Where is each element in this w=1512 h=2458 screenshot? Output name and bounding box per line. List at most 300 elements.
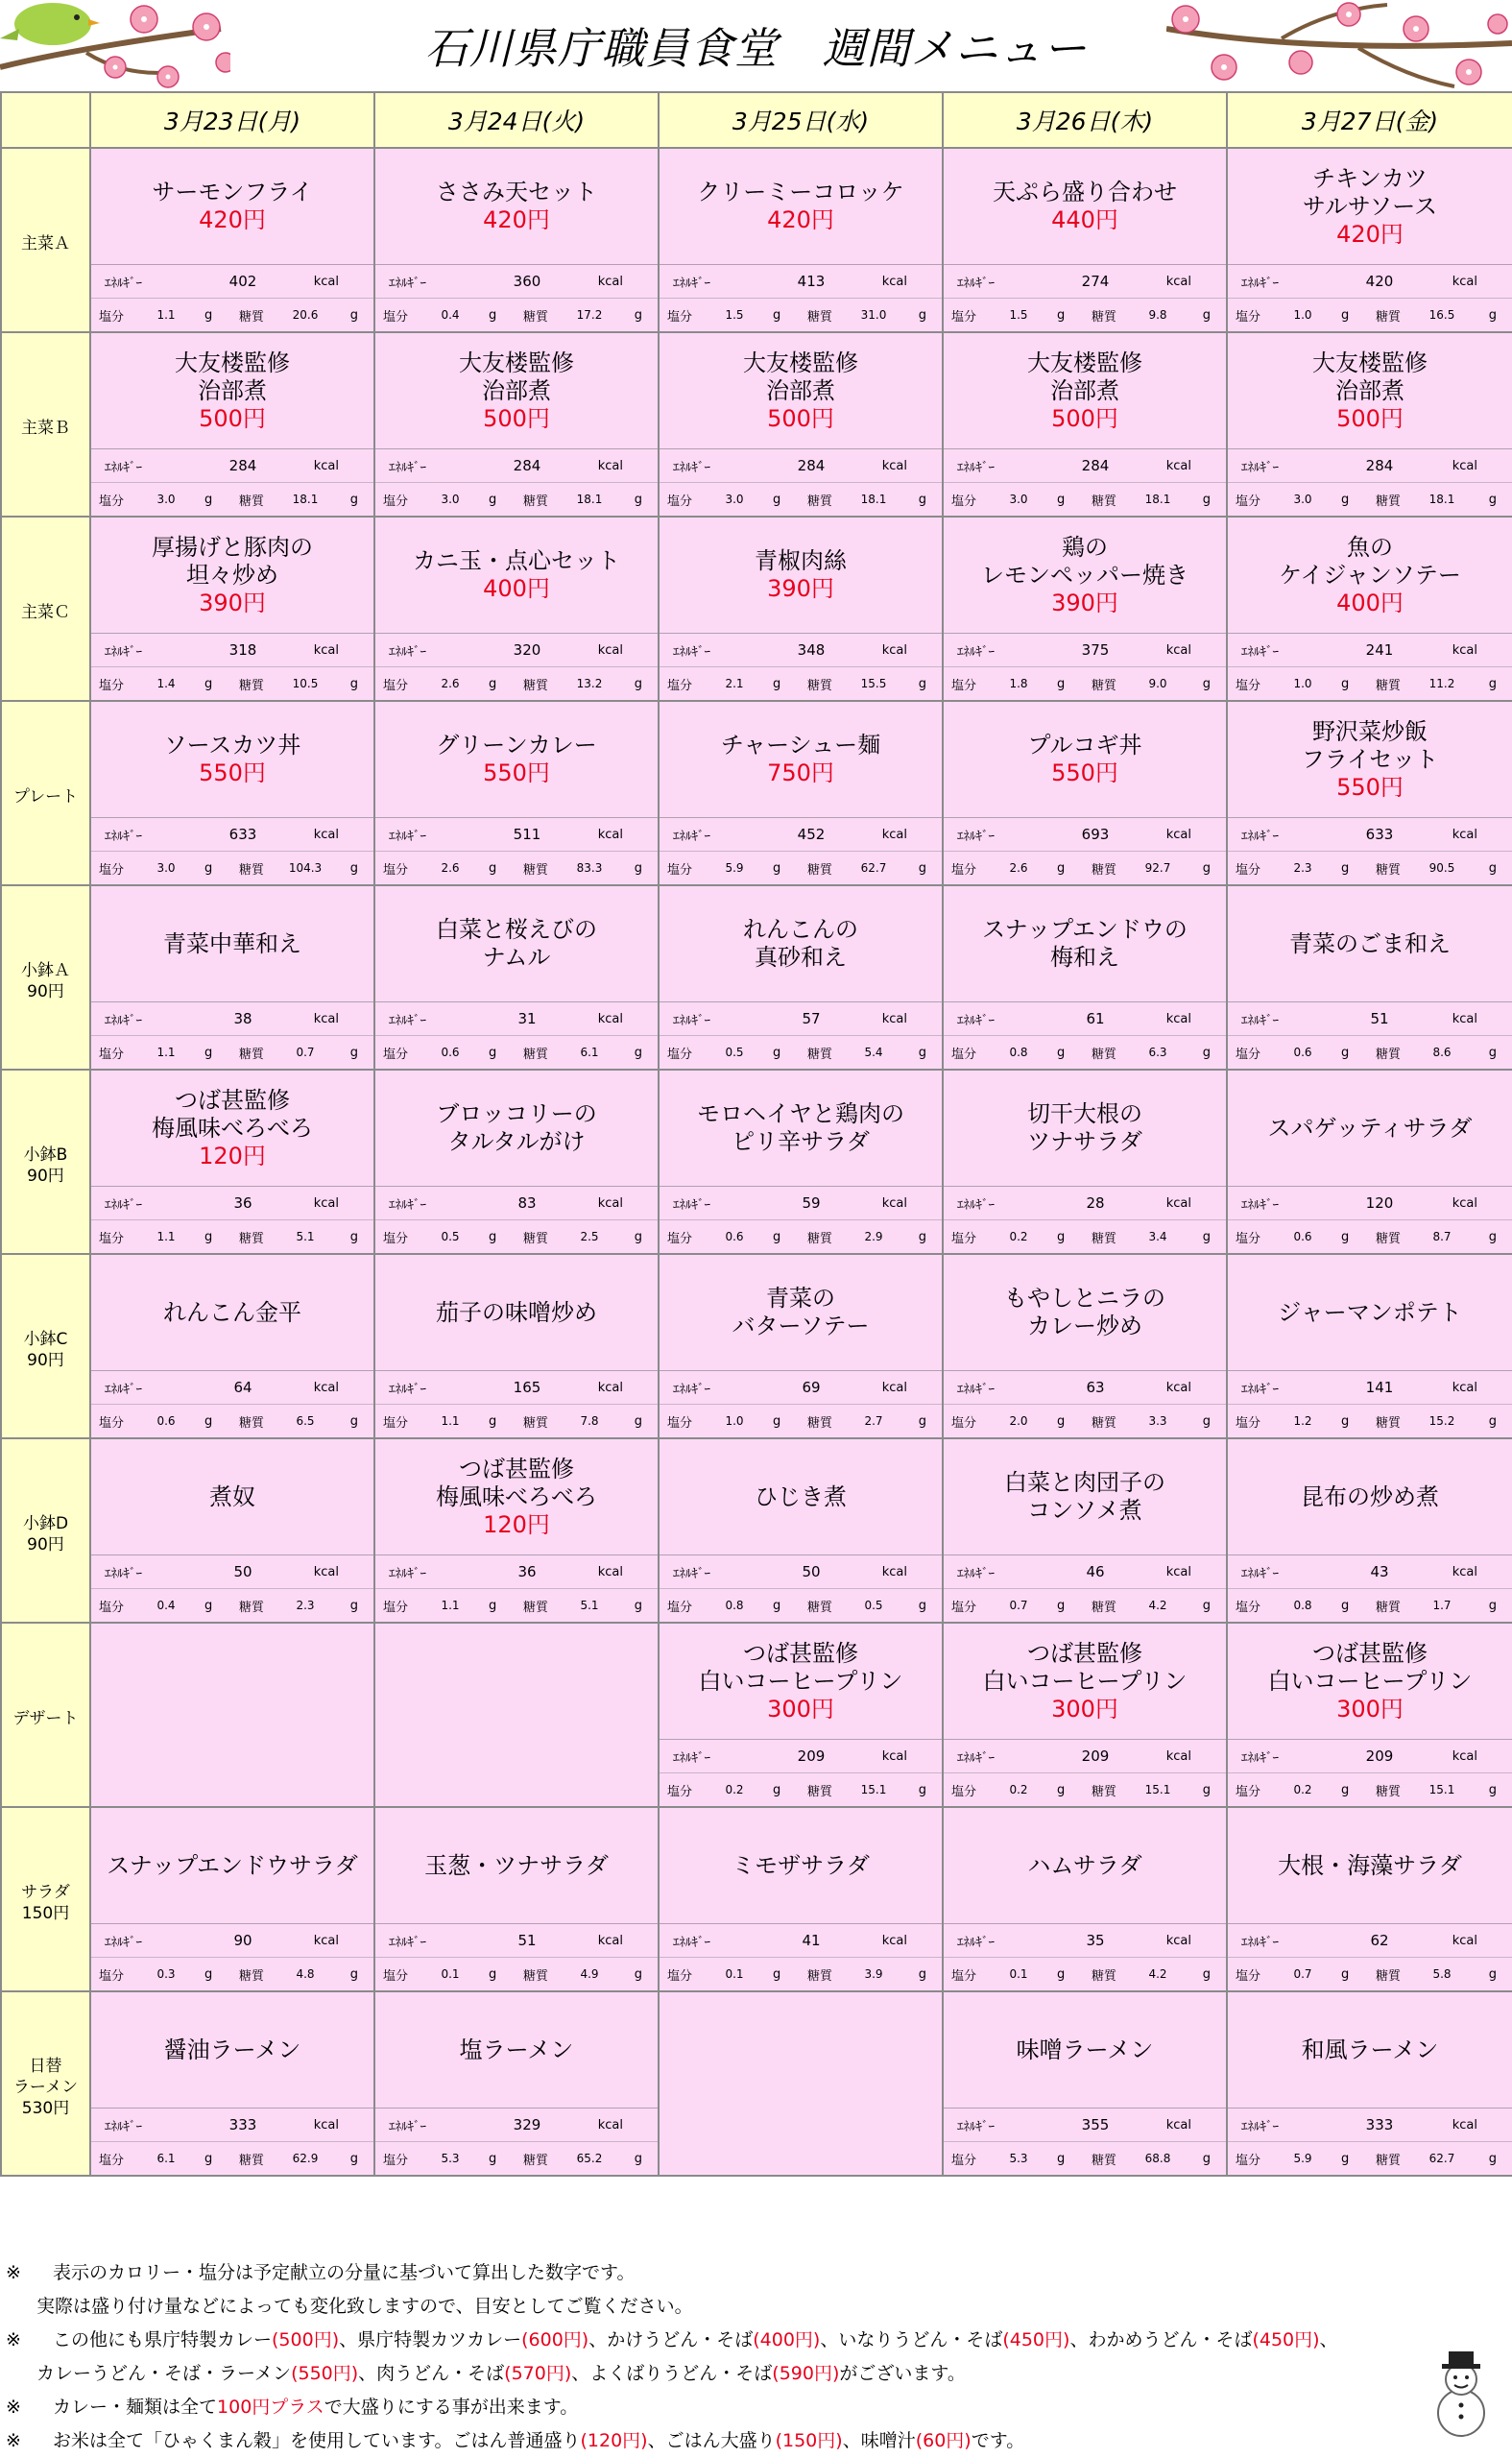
energy-row — [375, 634, 658, 667]
note-text: 実際は盛り付け量などによっても変化致しますので、目安としてご覧ください。 — [36, 2296, 693, 2317]
cell-content — [944, 1439, 1226, 1622]
carb-label: 糖質 — [1092, 309, 1117, 325]
carb-label: 糖質 — [239, 1231, 265, 1246]
energy-row — [91, 2109, 373, 2142]
cell-content — [1228, 1255, 1512, 1437]
salt-unit: g — [1057, 1782, 1066, 1797]
energy-value: 333 — [228, 2116, 257, 2133]
energy-label: ｴﾈﾙｷﾞｰ — [1241, 1566, 1279, 1581]
row-label-line: プレート — [12, 787, 79, 807]
menu-cell — [1227, 1254, 1512, 1438]
dish-name: ブロッコリーの タルタルがけ — [436, 1100, 597, 1155]
carb-value: 15.5 — [860, 677, 887, 690]
salt-carb-row — [944, 1036, 1226, 1069]
carb-value: 10.5 — [292, 677, 319, 690]
menu-body — [1, 148, 1512, 2176]
energy-value: 41 — [802, 1932, 821, 1949]
carb-value: 5.8 — [1432, 1967, 1452, 1981]
row-label-line: 小鉢C — [23, 1330, 68, 1349]
carb-label: 糖質 — [1376, 862, 1402, 878]
salt-unit: g — [1057, 676, 1066, 691]
salt-carb-row — [91, 1036, 373, 1069]
energy-unit: kcal — [1452, 1195, 1477, 1211]
carb-value: 92.7 — [1144, 861, 1171, 875]
carb-unit: g — [1488, 307, 1497, 323]
energy-unit: kcal — [313, 1380, 339, 1395]
salt-carb-row — [944, 483, 1226, 516]
note-line — [0, 2290, 1512, 2324]
snowman-icon — [1428, 2348, 1495, 2439]
salt-unit: g — [204, 1045, 213, 1060]
energy-label: ｴﾈﾙｷﾞｰ — [957, 460, 995, 475]
cell-content — [1228, 333, 1512, 516]
salt-unit: g — [773, 1598, 781, 1613]
cell-content — [1228, 1808, 1512, 1990]
carb-value: 2.5 — [580, 1230, 599, 1243]
energy-value: 165 — [513, 1379, 541, 1396]
energy-value: 59 — [802, 1194, 821, 1212]
energy-row — [1228, 2109, 1512, 2142]
salt-carb-row — [1228, 483, 1512, 516]
row-label-text — [2, 1321, 89, 1371]
energy-value: 360 — [513, 273, 541, 290]
energy-value: 209 — [1365, 1747, 1394, 1765]
salt-value: 0.7 — [1009, 1599, 1028, 1612]
dish-block — [944, 1071, 1226, 1187]
carb-label: 糖質 — [1376, 1047, 1402, 1062]
energy-row — [1228, 1740, 1512, 1773]
energy-value: 209 — [1081, 1747, 1110, 1765]
cell-content — [1228, 702, 1512, 884]
salt-unit: g — [204, 1966, 213, 1982]
carb-unit: g — [349, 1413, 358, 1429]
dish-name: ハムサラダ — [1027, 1851, 1142, 1879]
dish-name: プルコギ丼 — [1027, 732, 1142, 759]
menu-cell — [374, 1070, 659, 1254]
salt-carb-row — [1228, 667, 1512, 700]
salt-value: 2.3 — [1293, 861, 1312, 875]
dish-name: チキンカツ サルサソース — [1302, 164, 1438, 220]
note-text: 表示のカロリー・塩分は予定献立の分量に基づいて算出した数字です。 — [53, 2262, 636, 2283]
salt-label: 塩分 — [99, 678, 125, 693]
salt-unit: g — [1341, 1413, 1350, 1429]
carb-label: 糖質 — [523, 1231, 549, 1246]
energy-row — [1228, 1002, 1512, 1036]
carb-unit: g — [918, 676, 926, 691]
cell-content — [660, 1808, 942, 1990]
salt-label: 塩分 — [1236, 678, 1261, 693]
cell-content — [1228, 1624, 1512, 1806]
cell-content — [91, 702, 373, 884]
salt-carb-row — [944, 1405, 1226, 1437]
note-line — [0, 2424, 1512, 2458]
carb-value: 9.8 — [1148, 308, 1167, 322]
carb-value: 8.7 — [1432, 1230, 1452, 1243]
dish-block — [375, 518, 658, 634]
dish-block — [375, 1071, 658, 1187]
salt-label: 塩分 — [1236, 1784, 1261, 1799]
energy-row — [375, 1555, 658, 1589]
salt-label: 塩分 — [667, 1968, 693, 1984]
cell-content — [375, 1624, 658, 1806]
salt-unit: g — [1057, 1229, 1066, 1244]
carb-label: 糖質 — [523, 1047, 549, 1062]
note-price: 100円プラス — [217, 2397, 324, 2418]
salt-carb-row — [375, 1220, 658, 1253]
menu-cell — [943, 1623, 1227, 1807]
carb-unit: g — [1202, 1782, 1211, 1797]
energy-label: ｴﾈﾙｷﾞｰ — [1241, 276, 1279, 291]
cell-content — [944, 1255, 1226, 1437]
salt-unit: g — [489, 860, 497, 876]
carb-value: 15.1 — [1144, 1783, 1171, 1796]
menu-row — [1, 1991, 1512, 2176]
carb-value: 17.2 — [576, 308, 603, 322]
row-label-text — [2, 410, 89, 439]
cell-content — [660, 886, 942, 1069]
dish-price: 420円 — [767, 206, 834, 233]
energy-row — [91, 265, 373, 299]
menu-cell — [374, 148, 659, 332]
carb-unit: g — [349, 676, 358, 691]
row-label-line: 日替 — [29, 2057, 62, 2076]
carb-value: 31.0 — [860, 308, 887, 322]
salt-carb-row — [1228, 852, 1512, 884]
dish-block — [660, 886, 942, 1002]
salt-unit: g — [773, 307, 781, 323]
cell-content — [944, 886, 1226, 1069]
note-text: 、かけうどん・そば — [588, 2329, 754, 2350]
menu-cell — [659, 148, 943, 332]
energy-value: 402 — [228, 273, 257, 290]
carb-label: 糖質 — [239, 862, 265, 878]
note-price: (590円) — [772, 2363, 840, 2384]
salt-unit: g — [489, 1598, 497, 1613]
row-label-line: サラダ — [21, 1883, 70, 1902]
salt-carb-row — [660, 1773, 942, 1806]
menu-cell — [943, 1438, 1227, 1623]
dish-block — [660, 702, 942, 818]
salt-value: 0.6 — [1293, 1046, 1312, 1059]
energy-label: ｴﾈﾙｷﾞｰ — [673, 1935, 710, 1950]
dish-block — [91, 518, 373, 634]
salt-label: 塩分 — [667, 1231, 693, 1246]
dish-price: 390円 — [1051, 589, 1118, 616]
salt-unit: g — [204, 492, 213, 507]
salt-label: 塩分 — [99, 309, 125, 325]
energy-value: 320 — [513, 641, 541, 659]
carb-value: 65.2 — [576, 2152, 603, 2165]
salt-value: 1.5 — [725, 308, 744, 322]
energy-unit: kcal — [313, 274, 339, 289]
salt-value: 5.3 — [1009, 2152, 1028, 2165]
salt-carb-row — [944, 852, 1226, 884]
energy-unit: kcal — [313, 642, 339, 658]
cell-content — [944, 702, 1226, 884]
salt-label: 塩分 — [1236, 862, 1261, 878]
energy-row — [944, 1555, 1226, 1589]
salt-carb-row — [375, 1589, 658, 1622]
energy-unit: kcal — [597, 827, 623, 842]
cell-content — [1228, 1071, 1512, 1253]
carb-unit: g — [634, 676, 642, 691]
carb-label: 糖質 — [1092, 1600, 1117, 1615]
note-price: (550円) — [291, 2363, 359, 2384]
salt-label: 塩分 — [667, 309, 693, 325]
carb-label: 糖質 — [1376, 1600, 1402, 1615]
cell-content — [375, 1255, 658, 1437]
energy-value: 241 — [1365, 641, 1394, 659]
salt-label: 塩分 — [99, 1231, 125, 1246]
carb-unit: g — [634, 1045, 642, 1060]
salt-carb-row — [375, 483, 658, 516]
note-price: (450円) — [1252, 2329, 1320, 2350]
energy-label: ｴﾈﾙｷﾞｰ — [957, 1013, 995, 1028]
carb-label: 糖質 — [1376, 678, 1402, 693]
note-mark: ※ — [6, 2329, 21, 2350]
menu-cell — [659, 885, 943, 1070]
salt-label: 塩分 — [99, 2153, 125, 2168]
dish-name: ひじき煮 — [755, 1482, 847, 1510]
energy-row — [375, 449, 658, 483]
energy-row — [91, 1924, 373, 1958]
menu-cell — [943, 1070, 1227, 1254]
carb-value: 90.5 — [1428, 861, 1455, 875]
menu-cell — [90, 1807, 374, 1991]
carb-unit: g — [918, 492, 926, 507]
energy-row — [944, 265, 1226, 299]
dish-block — [91, 1071, 373, 1187]
dish-block — [1228, 886, 1512, 1002]
dish-block — [944, 1808, 1226, 1924]
energy-value: 50 — [233, 1563, 252, 1580]
cell-content — [660, 702, 942, 884]
menu-cell — [374, 1991, 659, 2176]
carb-label: 糖質 — [1376, 2153, 1402, 2168]
salt-unit: g — [204, 2151, 213, 2166]
row-label-text — [2, 2048, 89, 2119]
energy-unit: kcal — [1452, 642, 1477, 658]
energy-row — [375, 2109, 658, 2142]
dish-price: 420円 — [483, 206, 550, 233]
salt-carb-row — [944, 299, 1226, 331]
energy-label: ｴﾈﾙｷﾞｰ — [673, 1750, 710, 1766]
carb-value: 3.9 — [864, 1967, 883, 1981]
energy-unit: kcal — [313, 1564, 339, 1579]
carb-value: 5.1 — [580, 1599, 599, 1612]
salt-value: 3.0 — [725, 493, 744, 506]
carb-value: 18.1 — [1144, 493, 1171, 506]
dish-name: モロヘイヤと鶏肉の ピリ辛サラダ — [697, 1100, 904, 1155]
menu-cell — [90, 885, 374, 1070]
menu-cell — [90, 332, 374, 517]
menu-row — [1, 1254, 1512, 1438]
energy-value: 35 — [1086, 1932, 1105, 1949]
day-header: 3月25日(水) — [659, 92, 943, 148]
energy-unit: kcal — [1452, 1564, 1477, 1579]
carb-value: 6.5 — [296, 1414, 315, 1428]
row-label-line: 小鉢B — [23, 1145, 68, 1165]
energy-label: ｴﾈﾙｷﾞｰ — [1241, 1197, 1279, 1213]
carb-label: 糖質 — [523, 1600, 549, 1615]
energy-label: ｴﾈﾙｷﾞｰ — [957, 276, 995, 291]
empty-cell — [90, 1623, 374, 1807]
energy-value: 318 — [228, 641, 257, 659]
energy-row — [1228, 449, 1512, 483]
salt-unit: g — [204, 1229, 213, 1244]
salt-label: 塩分 — [99, 1047, 125, 1062]
energy-label: ｴﾈﾙｷﾞｰ — [673, 1382, 710, 1397]
salt-unit: g — [773, 1229, 781, 1244]
dish-name: 玉葱・ツナサラダ — [424, 1851, 609, 1879]
energy-unit: kcal — [1165, 1564, 1191, 1579]
dish-name: 大友楼監修 治部煮 — [1027, 349, 1142, 404]
menu-cell — [90, 1254, 374, 1438]
salt-carb-row — [1228, 1220, 1512, 1253]
salt-label: 塩分 — [951, 1231, 977, 1246]
salt-unit: g — [1341, 1045, 1350, 1060]
salt-value: 2.6 — [1009, 861, 1028, 875]
salt-value: 0.2 — [1009, 1230, 1028, 1243]
salt-carb-row — [660, 1405, 942, 1437]
dish-name: つば甚監修 白いコーヒープリン — [1267, 1639, 1473, 1695]
cell-content — [944, 1808, 1226, 1990]
corner-cell — [1, 92, 90, 148]
energy-row — [1228, 1371, 1512, 1405]
carb-unit: g — [1202, 860, 1211, 876]
salt-unit: g — [1057, 307, 1066, 323]
dish-name: 青菜のごま和え — [1289, 929, 1451, 957]
row-label — [1, 1438, 90, 1623]
dish-block — [375, 702, 658, 818]
energy-unit: kcal — [1452, 1011, 1477, 1026]
row-label — [1, 885, 90, 1070]
salt-carb-row — [91, 2142, 373, 2175]
energy-label: ｴﾈﾙｷﾞｰ — [1241, 644, 1279, 660]
energy-unit: kcal — [1165, 274, 1191, 289]
dish-name: 魚の ケイジャンソテー — [1279, 533, 1461, 589]
energy-unit: kcal — [597, 1933, 623, 1948]
energy-value: 61 — [1086, 1010, 1105, 1027]
dish-block — [1228, 518, 1512, 634]
note-text: お米は全て「ひゃくまん穀」を使用しています。ごはん普通盛り — [53, 2430, 581, 2451]
menu-cell — [659, 1623, 943, 1807]
energy-value: 452 — [797, 826, 826, 843]
row-label — [1, 701, 90, 885]
dish-name: 野沢菜炒飯 フライセット — [1301, 717, 1439, 773]
note-text: 、肉うどん・そば — [358, 2363, 505, 2384]
menu-cell — [659, 1807, 943, 1991]
carb-label: 糖質 — [1376, 1415, 1402, 1431]
energy-value: 31 — [517, 1010, 537, 1027]
salt-carb-row — [91, 483, 373, 516]
cell-content — [375, 1992, 658, 2175]
energy-label: ｴﾈﾙｷﾞｰ — [1241, 1750, 1279, 1766]
salt-value: 6.1 — [156, 2152, 176, 2165]
salt-label: 塩分 — [951, 2153, 977, 2168]
energy-unit: kcal — [1452, 458, 1477, 473]
cell-content — [944, 333, 1226, 516]
note-text: 、いなりうどん・そば — [820, 2329, 1003, 2350]
energy-row — [91, 1555, 373, 1589]
dish-name: カニ玉・点心セット — [413, 547, 620, 574]
energy-value: 90 — [233, 1932, 252, 1949]
carb-unit: g — [1202, 1413, 1211, 1429]
menu-cell — [1227, 701, 1512, 885]
carb-unit: g — [1488, 676, 1497, 691]
salt-unit: g — [773, 492, 781, 507]
dish-name: スナップエンドウサラダ — [107, 1851, 358, 1879]
carb-unit: g — [349, 1966, 358, 1982]
dish-block — [375, 886, 658, 1002]
energy-row — [375, 1924, 658, 1958]
dish-name: ジャーマンポテト — [1278, 1298, 1462, 1326]
cell-content — [660, 1992, 942, 2175]
carb-unit: g — [349, 2151, 358, 2166]
salt-unit: g — [773, 1413, 781, 1429]
dish-name: スパゲッティサラダ — [1267, 1114, 1473, 1142]
energy-unit: kcal — [313, 1011, 339, 1026]
note-line — [0, 2391, 1512, 2424]
dish-price: 390円 — [767, 575, 834, 602]
energy-value: 355 — [1081, 2116, 1110, 2133]
salt-label: 塩分 — [951, 1600, 977, 1615]
energy-label: ｴﾈﾙｷﾞｰ — [957, 829, 995, 844]
cell-content — [91, 1808, 373, 1990]
cell-content — [944, 1071, 1226, 1253]
salt-label: 塩分 — [383, 678, 409, 693]
dish-name: 厚揚げと豚肉の 坦々炒め — [152, 533, 313, 589]
energy-unit: kcal — [881, 458, 907, 473]
carb-unit: g — [634, 860, 642, 876]
carb-unit: g — [1202, 1966, 1211, 1982]
carb-label: 糖質 — [239, 1600, 265, 1615]
energy-value: 375 — [1081, 641, 1110, 659]
dish-block — [944, 518, 1226, 634]
dish-block — [944, 1439, 1226, 1555]
dish-name: 茄子の味噌炒め — [436, 1298, 597, 1326]
salt-carb-row — [91, 1220, 373, 1253]
menu-cell — [374, 1807, 659, 1991]
carb-unit: g — [1488, 1045, 1497, 1060]
energy-unit: kcal — [881, 1011, 907, 1026]
salt-unit: g — [1057, 492, 1066, 507]
page-title: 石川県庁職員食堂 週間メニュー — [424, 23, 1088, 74]
energy-row — [375, 818, 658, 852]
salt-unit: g — [1341, 1966, 1350, 1982]
salt-carb-row — [944, 1589, 1226, 1622]
carb-label: 糖質 — [807, 309, 833, 325]
salt-value: 1.1 — [441, 1599, 460, 1612]
dish-block — [375, 1255, 658, 1371]
menu-cell — [374, 885, 659, 1070]
salt-carb-row — [91, 1405, 373, 1437]
cell-content — [660, 1255, 942, 1437]
dish-price: 400円 — [1336, 589, 1404, 616]
energy-value: 209 — [797, 1747, 826, 1765]
carb-unit: g — [349, 1045, 358, 1060]
salt-label: 塩分 — [1236, 1600, 1261, 1615]
carb-unit: g — [918, 1229, 926, 1244]
carb-unit: g — [1488, 860, 1497, 876]
energy-row — [944, 449, 1226, 483]
dish-name: ミモザサラダ — [732, 1851, 870, 1879]
salt-unit: g — [1057, 1045, 1066, 1060]
energy-value: 284 — [797, 457, 826, 474]
salt-label: 塩分 — [667, 678, 693, 693]
dish-name: 鶏の レモンペッパー焼き — [981, 533, 1188, 589]
menu-row — [1, 1623, 1512, 1807]
